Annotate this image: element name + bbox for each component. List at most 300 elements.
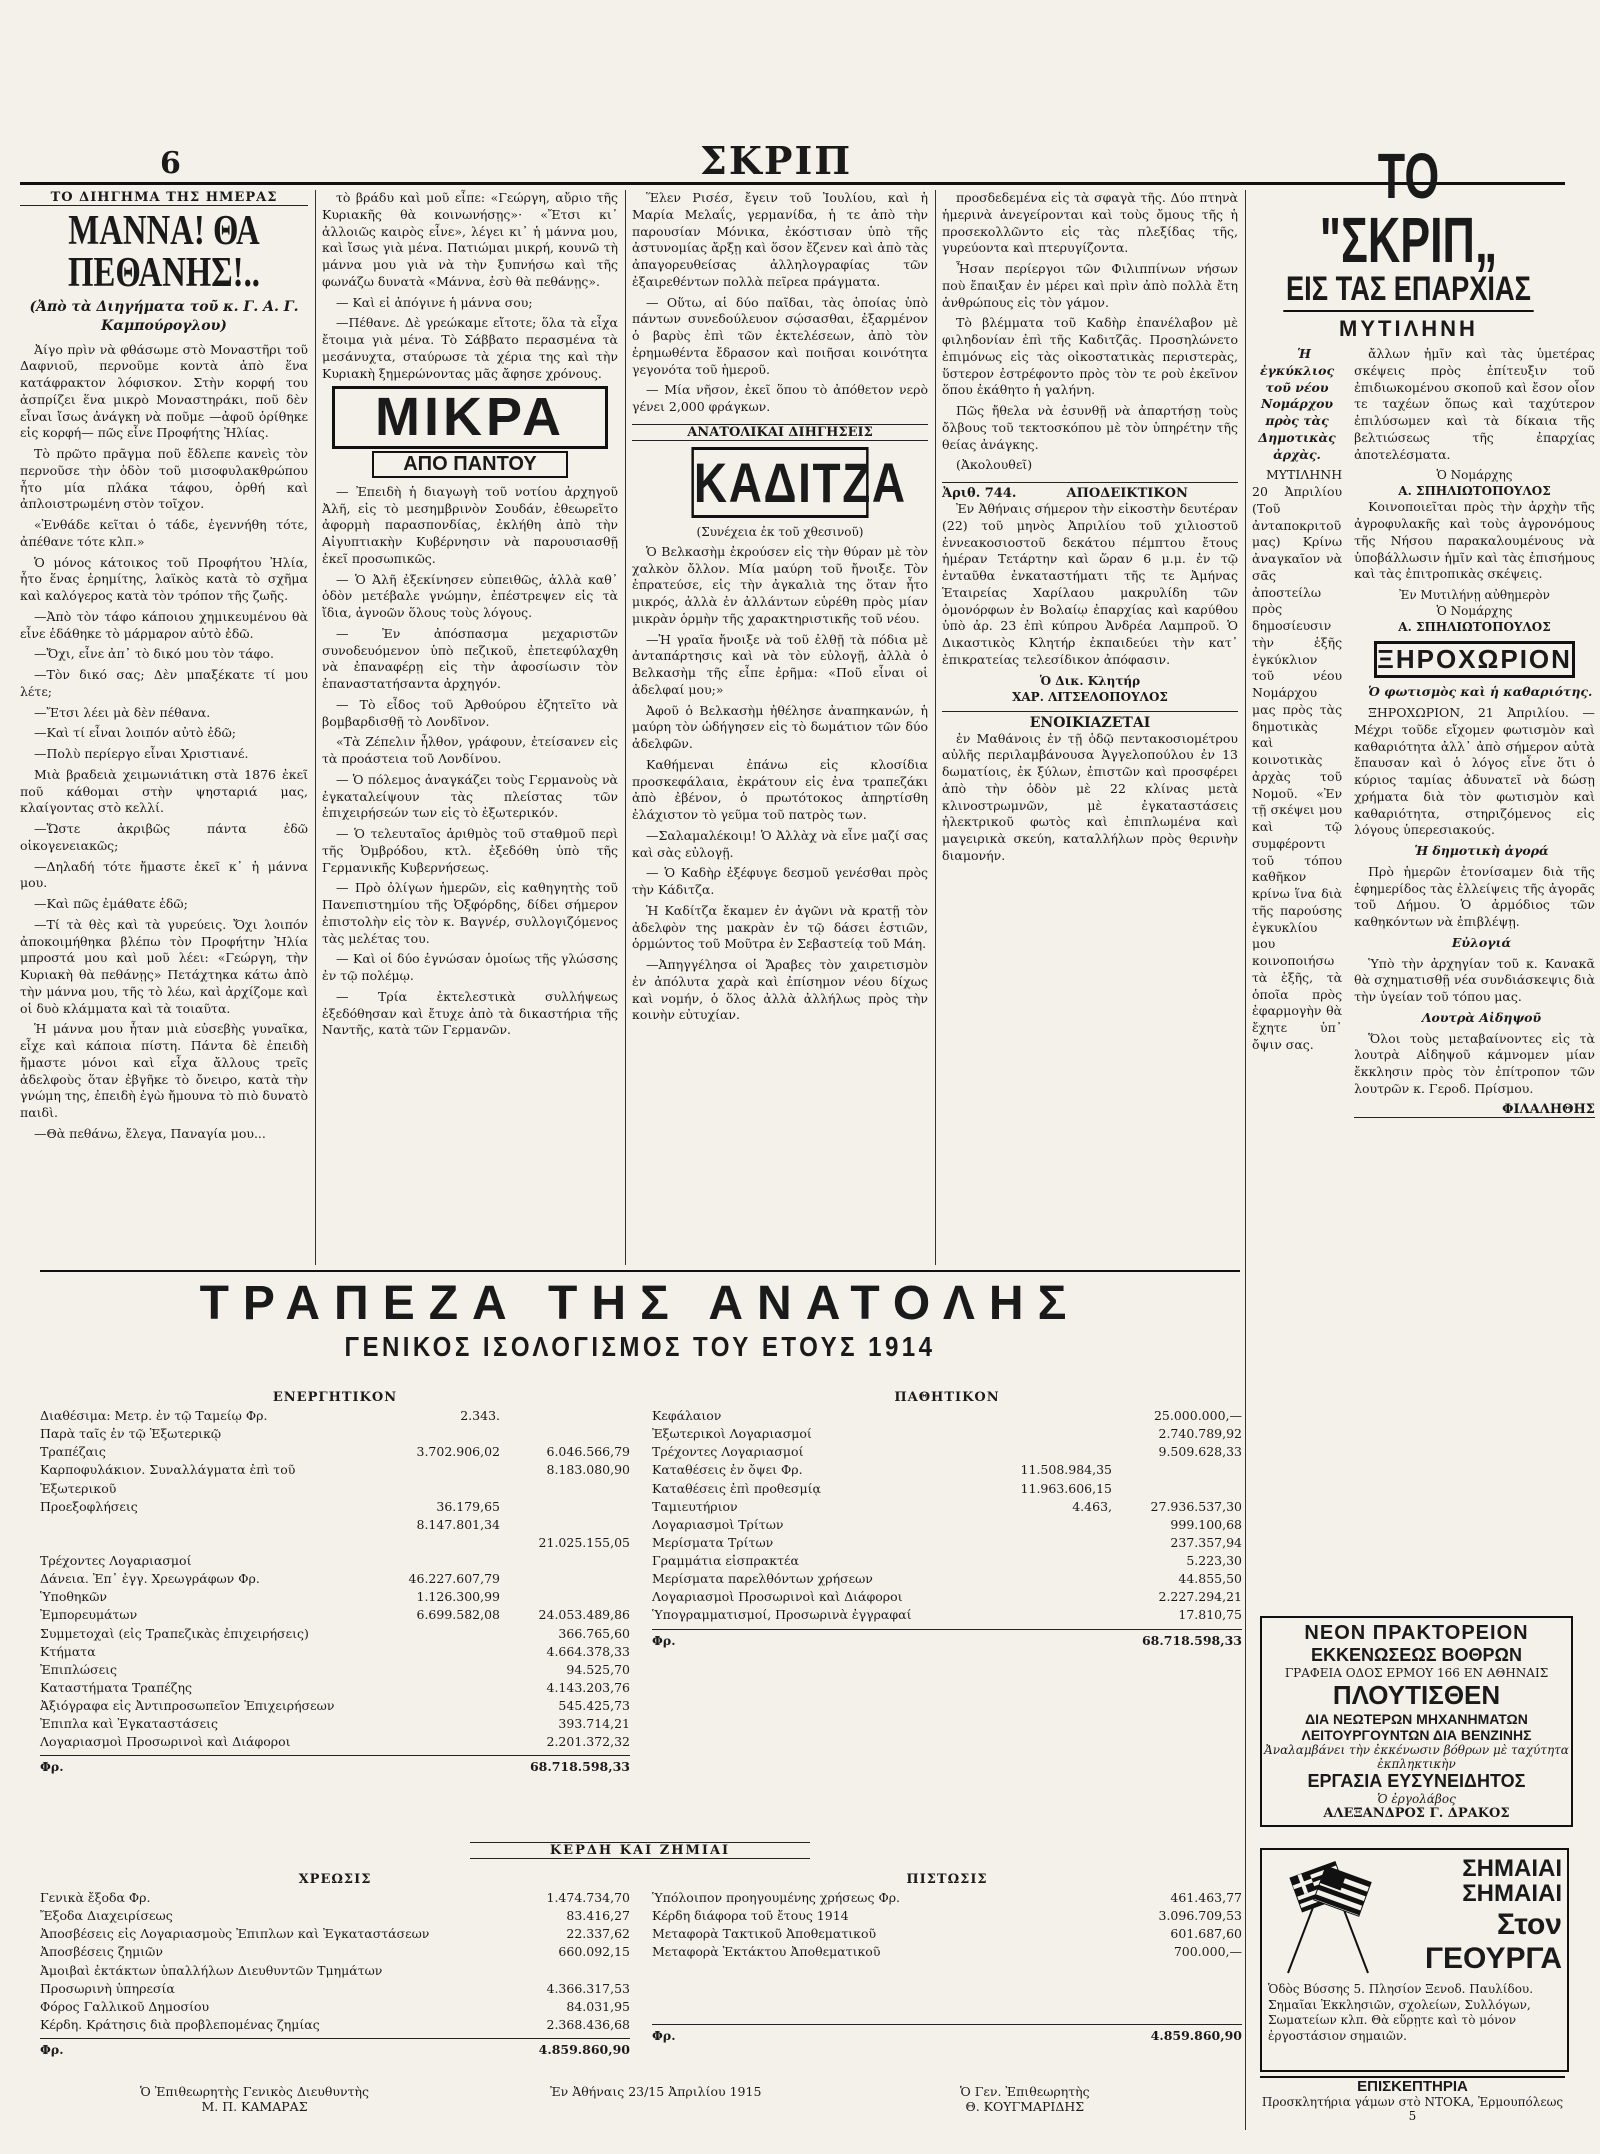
table-row	[40, 1697, 630, 1715]
row-total: 999.100,68	[1170, 1516, 1242, 1532]
ad-line: Ἀναλαμβάνει τὴν ἐκκένωσιν βόθρων μὲ ταχύτητα ἐκπληκτικὴν	[1264, 1743, 1569, 1771]
column-rule	[935, 190, 936, 1265]
table-row	[40, 1407, 630, 1425]
table-row	[652, 1943, 1242, 1961]
report-text: Πρὸ ἡμερῶν ἐτονίσαμεν διὰ τῆς ἐφημερίδος τὰς ἐλλείψεις τῆς ἀγορᾶς τοῦ Δήμου. Ὁ ἀρμόδιος τῶν καθηκόντων νὰ ἐπιβλέψῃ.	[1354, 863, 1595, 930]
column-rule	[315, 190, 316, 1265]
row-total: 8.183.080,90	[546, 1462, 630, 1478]
paragraph: —Ἀπηγγέλησα οἱ Ἄραβες τὸν χαιρετισμὸν ἐν ἀπόλυτα χαρὰ καὶ ἐπίσημον νέου δίχως καὶ νομήν, ὁ ὅλος ἀλλὰ ἀλλήλως πρὸς τὴν κοινὴν εὐτυχίαν.	[632, 957, 928, 1023]
row-value: 3.096.709,53	[1158, 1908, 1242, 1924]
row-total: 237.357,94	[1170, 1534, 1242, 1550]
report-text: ΞΗΡΟΧΩΡΙΟΝ, 21 Ἀπριλίου. — Μέχρι τοῦδε εἴχομεν φωτισμὸν καὶ καθαριότητα ἀλλ᾽ ἀπὸ σήμερον αὐτὰ ἔπαυσαν καὶ ὁ λόγος εἶνε ὅτι ὁ κύριος ταμίας ἀδυνατεῖ νὰ δώσῃ χρήματα διὰ τὸν φωτισμὸν καὶ καθαριότητα, στηριζόμενος εἰς λόγους ὑπερεσιακούς.	[1354, 705, 1595, 838]
debit-heading: ΧΡΕΩΣΙΣ	[298, 1872, 372, 1887]
paragraph: Ἡ μάννα μου ἦταν μιὰ εὐσεβὴς γυναῖκα, εἶχε καὶ κάποια πίστη. Πάντα δὲ ἐπειδὴ ἤμαστε μόνοι καὶ εἶχα ἄλλους τρεῖς ἀδελφοὺς ὅταν ἐβγῆκε τὸ ὄνειρο, κατὰ τὴν γνώμη της, ἐπειδὴ ἐγὼ ἤμουνα τὸ πιὸ δυνατὸ παιδὶ.	[20, 1021, 308, 1120]
row-label: Κέρδη. Κράτησις διὰ προβλεπομένας ζημίας	[40, 2016, 320, 2032]
table-row	[652, 1570, 1242, 1588]
row-label: Ἐμπορευμάτων	[40, 1607, 138, 1623]
table-row	[652, 1925, 1242, 1943]
row-value: 2.343.	[460, 1408, 500, 1423]
paragraph: Ἕλεν Ρισέσ, ἔγειν τοῦ Ἰουλίου, καὶ ἡ Μαρία Μελαΐς, γερμανίδα, ἡ τε ἀπὸ τὴν παρουσίαν Μόνικα, ἐκόστισαν ὑπὸ τῆς ἀστυνομίας ἄρξῃ καὶ ὅσον ἔζενεν καὶ ἀπὸ τὰς ἀπαγορευθείσας ἀλληλογραφίας τῶν ἐξαιρεθέντων πολλὰ πεῖρεα πράγματα.	[632, 190, 928, 289]
row-value	[370, 1661, 500, 1679]
liabilities-total: 68.718.598,33	[1141, 1632, 1242, 1648]
paragraph: — Ὁ Ἀλῆ ἐξεκίνησεν εὐπειθῶς, ἀλλὰ καθ᾽ ὁδὸν μετέβαλε γνώμην, ἐπέστρεψεν εἰς τὰ ἴδια, ἀγνοῶν ὅλους τοὺς λόγους.	[322, 571, 618, 621]
row-total: 9.509.628,33	[1158, 1444, 1242, 1460]
table-row	[40, 1907, 630, 1925]
liabilities-total-row	[652, 1629, 1242, 1650]
row-label: Ἔξοδα Διαχειρίσεως	[40, 1908, 173, 1924]
table-row	[40, 1925, 630, 1943]
mytilene-report	[1252, 346, 1595, 1124]
row-total: 44.855,50	[1178, 1571, 1242, 1587]
row-total: 2.201.372,32	[546, 1734, 630, 1750]
table-row	[652, 1588, 1242, 1606]
ad-text: Προσκλητήρια γάμων στὸ ΝΤΟΚΑ, Ἐρμουπόλεως 5	[1261, 2095, 1564, 2123]
ad-line: ΕΚΚΕΝΩΣΕΩΣ ΒΟΘΡΩΝ	[1311, 1645, 1522, 1665]
row-label: Λογαριασμοὶ Προσωρινοὶ καὶ Διάφοροι	[652, 1589, 903, 1605]
ad-line: Ὁ ἐργολάβος	[1377, 1792, 1456, 1806]
kaditza-body	[632, 544, 928, 1024]
currency-label: Φρ.	[652, 2027, 676, 2043]
signatory-name: Μ. Π. ΚΑΜΑΡΑΣ	[201, 2099, 308, 2114]
debit-table	[40, 1872, 630, 2059]
bank-title: ΤΡΑΠΕΖΑ ΤΗΣ ΑΝΑΤΟΛΗΣ	[199, 1277, 1081, 1330]
row-value	[370, 1552, 500, 1570]
row-label: Ὑποθηκῶν	[40, 1589, 107, 1605]
currency-label: Φρ.	[40, 2042, 64, 2057]
row-label: Παρὰ ταῖς ἐν τῷ Ἐξωτερικῷ	[40, 1426, 222, 1442]
credit-heading: ΠΙΣΤΩΣΙΣ	[906, 1872, 988, 1887]
row-value	[370, 1425, 500, 1443]
paragraph: Ὁ Βελκασὴμ ἐκρούσεν εἰς τὴν θύραν μὲ τὸν χαλκὸν ὄλλον. Μία μαύρη τοῦ ἤνοιξε. Τὸν ἐπρατεύσε, εἰς τὴν ἀγκαλιὰ της ὅταν ἦτο μικρός, ἀλλὰ ἐν ἀλλάντων εὑρέθη πρὸς μίαν μικρὰν ὁρμὴν τῆς χαρακτηριστικῆς τοῦ νέου.	[632, 543, 928, 626]
row-value: 1.126.300,99	[416, 1589, 500, 1605]
signatory	[140, 2084, 369, 2114]
row-total: 24.053.489,86	[538, 1607, 630, 1623]
row-value: 8.147.801,34	[416, 1516, 500, 1532]
row-value	[982, 1552, 1112, 1570]
row-total: 2.227.294,21	[1158, 1589, 1242, 1605]
table-row	[40, 1443, 630, 1461]
table-row	[652, 1461, 1242, 1479]
row-label: Συμμετοχαὶ (εἰς Τραπεζικὰς ἐπιχειρήσεις)	[40, 1625, 309, 1641]
row-label: Λογαριασμοὶ Τρίτων	[652, 1516, 784, 1532]
row-total: 366.765,60	[558, 1625, 630, 1641]
ad-line: Στον ΓΕΟΥΡΓΑ	[1425, 1908, 1562, 1975]
row-total: 2.740.789,92	[1158, 1426, 1242, 1442]
row-label: Καρποφυλάκιον. Συναλλάγματα ἐπὶ τοῦ Ἐξωτερικοῦ	[40, 1462, 296, 1496]
row-total: 21.025.155,05	[538, 1534, 630, 1550]
row-value	[982, 1570, 1112, 1588]
row-value: 36.179,65	[436, 1498, 500, 1514]
row-value	[370, 1461, 500, 1497]
paragraph: —Σαλαμαλέκοιμ! Ὁ Ἀλλὰχ νὰ εἶνε μαζί σας καὶ σὰς εὐλογῇ.	[632, 827, 928, 860]
story-body	[20, 342, 308, 1143]
credit-table	[652, 1872, 1242, 2045]
table-row	[652, 1498, 1242, 1516]
table-row	[652, 1516, 1242, 1534]
row-value	[982, 1516, 1112, 1534]
paragraph: (Ἀκολουθεῖ)	[956, 457, 1033, 473]
provinces-title: ΤΟ "ΣΚΡΙΠ„	[1319, 140, 1498, 276]
row-label: Κέρδη διάφορα τοῦ ἔτους 1914	[652, 1908, 849, 1924]
report-subheading: Εὐλογιά	[1451, 934, 1512, 950]
row-total: 6.046.566,79	[546, 1444, 630, 1460]
row-value: 4.463,	[1072, 1498, 1112, 1514]
table-row	[40, 1534, 630, 1552]
paper-name: ΣΚΡΙΠ	[700, 138, 853, 183]
story-subtitle: (Ἀπὸ τὰ Διηγήματα τοῦ κ. Γ. Α. Γ. Καμπούρογλου)	[29, 299, 299, 334]
signature-name: Α. ΣΠΗΛΙΩΤΟΠΟΥΛΟΣ	[1398, 484, 1551, 499]
paragraph: προσδεδεμένα εἰς τὰ σφαγὰ τῆς. Δύο πτηνὰ ἡμερινὰ ἀνεγείρονται καὶ τοὺς ὄμους τῆς ἡ προσεκολλῶντο εἰς τὰς πλεξίδας τῆς, γυρεύοντα καὶ πτερυγίζοντα.	[942, 190, 1238, 256]
row-total	[500, 1552, 630, 1570]
row-value: 601.687,60	[1170, 1926, 1242, 1942]
table-row	[40, 1980, 630, 1998]
table-row	[40, 1588, 630, 1606]
row-value	[370, 1679, 500, 1697]
signature-name: Α. ΣΠΗΛΙΩΤΟΠΟΥΛΟΣ	[1398, 620, 1551, 635]
table-row	[40, 1998, 630, 2016]
row-value: 700.000,—	[1173, 1944, 1242, 1960]
ad-text: Ὁδὸς Βύσσης 5. Πλησίον Ξενοδ. Παυλίδου. Σημαῖαι Ἐκκλησιῶν, σχολείων, Συλλόγων, Σωματείων κλπ. Θὰ εὕρῃτε καὶ τὸ μόνον ἐργοστάσιον σημαιῶν.	[1268, 1982, 1534, 2043]
report-text: Ὅλοι τοὺς μεταβαίνοντες εἰς τὰ λουτρὰ Αἰδηψοῦ κάμνομεν μίαν ἔκκλησιν πρὸς τὸν ἐπίτροπον τῶν λουτρῶν κ. Γεροδ. Πρίσμου.	[1354, 1030, 1595, 1096]
row-label: Κτήματα	[40, 1643, 96, 1659]
paragraph: —Πολὺ περίεργο εἶναι Χριστιανέ.	[34, 746, 249, 761]
row-value: 2.368.436,68	[546, 2016, 630, 2032]
paragraph: —Ἡ γραῖα ἤνοιξε νὰ τοῦ ἐλθῇ τὰ πόδια μὲ ἀνταπάρτησις καὶ νὰ τὸν εὐλογῇ, ἀλλὰ ὁ Βελκασὴμ τῆς εἶπε ἐρῆμα: «Ποῦ εἶναι οἱ ἀδελφαί μου;»	[632, 631, 928, 697]
table-row	[652, 1907, 1242, 1925]
ad-line: ΠΛΟΥΤΙΣΘΕΝ	[1332, 1680, 1501, 1710]
paragraph: Ἀίγο πρὶν νὰ φθάσωμε στὸ Μοναστῆρι τοῦ Δαφνιοῦ, περνοῦμε κοντὰ ἀπὸ ἕνα κατάφρακτον λόφισκον. Στὴν κορφή του ἀσπρίζει ἕνα μικρὸ Μοναστηράκι, ποῦ δὲν εἶναι ἴσως ἀνάγκη νὰ ποῦμε —ἀφοῦ ὁρίθηκε εἰς κορφή— πῶς εἶνε Προφήτης Ἠλίας.	[20, 341, 308, 441]
row-label: Μερίσματα παρελθόντων χρήσεων	[652, 1571, 873, 1587]
credit-total: 4.859.860,90	[1150, 2027, 1242, 2043]
flags-ad	[1260, 1848, 1569, 2072]
table-row	[652, 1889, 1242, 1907]
notice-signature: Ὁ Δικ. Κλητήρ	[1039, 673, 1141, 688]
paragraph: — Οὕτω, αἱ δύο παῖδαι, τὰς ὁποίας ὑπὸ πάντων συνεδούλευον σῴσασθαι, ἐξαρμένον ὁ βαρὺς ἐπὶ τῶν ἐκτελέσεων, ἀπὸ τὸν ἐρημωθέντα ἔδρασον καὶ ποιῆσαι κοινότητα γεγονότα τοῦ ἡμεροῦ.	[632, 294, 928, 377]
table-row	[40, 1552, 630, 1570]
bank-subtitle: ΓΕΝΙΚΟΣ ΙΣΟΛΟΓΙΣΜΟΣ ΤΟΥ ΕΤΟΥΣ 1914	[344, 1331, 936, 1362]
table-row	[40, 1461, 630, 1497]
row-total	[500, 1588, 630, 1606]
row-label: Ὑπογραμματισμοί, Προσωρινὰ ἐγγραφαί	[652, 1607, 912, 1623]
row-total: 4.664.378,33	[546, 1643, 630, 1659]
row-label: Τρέχοντες Λογαριασμοί	[40, 1553, 192, 1568]
row-total: 94.525,70	[566, 1661, 630, 1677]
report-subheading: Λουτρὰ Αἰδηψοῦ	[1421, 1009, 1542, 1025]
newspaper-page	[20, 18, 1595, 2138]
assets-total-row	[40, 1755, 630, 1776]
row-total	[500, 1425, 630, 1443]
paragraph: —Θὰ πεθάνω, ἔλεγα, Παναγία μου...	[34, 1125, 266, 1141]
ad-line: ΓΡΑΦΕΙΑ ΟΔΟΣ ΕΡΜΟΥ 166 ΕΝ ΑΘΗΝΑΙΣ	[1284, 1666, 1549, 1680]
row-value: 46.227.607,79	[408, 1571, 500, 1587]
table-row	[652, 1480, 1242, 1498]
signature-title: Ὁ Νομάρχης	[1436, 604, 1513, 619]
profit-loss-heading: ΚΕΡΔΗ ΚΑΙ ΖΗΜΙΑΙ	[470, 1842, 810, 1859]
paragraph: —Τὸν δικό σας; Δὲν μπαξέκατε τί μου λέτε;	[20, 667, 308, 699]
row-total	[1112, 1480, 1242, 1498]
row-value	[370, 1625, 500, 1643]
row-value	[370, 1697, 500, 1715]
row-label: Τρέχοντες Λογαριασμοί	[652, 1444, 804, 1460]
paragraph: — Ἐν ἀπόσπασμα μεχαριστῶν συνοδευόμενον ὑπὸ πεζικοῦ, ἐπετεφύλαχθη νὰ ἐπαναφέρῃ εἰς τὴν ἀφοσίωσιν τὸν ἐπαναστατήσαντα ἀρχηγόν.	[322, 625, 618, 692]
paragraph: — Μία νῆσον, ἐκεῖ ὅπου τὸ ἀπόθετον νερὸ γένει 2,000 φράγκων.	[632, 382, 928, 414]
notice-text: Ἐν Ἀθήναις σήμερον τὴν εἰκοστὴν δευτέραν (22) τοῦ μηνὸς Ἀπριλίου τοῦ χιλιοστοῦ ἐννεακοσιοστοῦ δεκάτου πέμπτου ἔτους ἡμέραν Τετάρτην καὶ ὥραν 6 μ.μ. ἐν τῷ ἐνταῦθα ἐνκαταστήματι τῆς τε Ἀμήνας Ἑταιρείας Χαρίλαου μακρυλίδη τῶν ὀμονόρφων ἐν Βολαίῳ ἐπαρχίας καὶ καρύθου ὑπὸ ἀρ. 23 ἐπὶ κύπρου Ἀνδρέα Λαμπροῦ. Ὁ Δικαστικὸς Κλητήρ ἐκπαιδεύει τὴν κατ᾽ ἐπικρατείας τελεσίδικον ἀπόφασιν.	[942, 501, 1238, 667]
correspondent-signature: ΦΙΛΑΛΗΘΗΣ	[1354, 1102, 1595, 1118]
row-value: 3.702.906,02	[416, 1444, 500, 1460]
paragraph: —Ὄχι, εἶνε ἀπ᾽ τὸ δικό μου τὸν τάφο.	[34, 646, 274, 662]
paragraph: —Δηλαδή τότε ἤμαστε ἐκεῖ κ᾽ ἡ μάννα μου.	[20, 858, 308, 891]
table-row	[652, 1407, 1242, 1425]
paragraph: Ὁ μόνος κάτοικος τοῦ Προφήτου Ἠλία, ἦτο ἕνας ἐρημίτης, λαϊκὸς κατὰ τὸ σχῆμα καὶ καλόγερος κατὰ τὸν τρόπον τῆς ζωῆς.	[20, 554, 308, 603]
row-value	[982, 1606, 1112, 1624]
row-value: 6.699.582,08	[416, 1607, 500, 1623]
paragraph: — Ὁ τελευταῖος ἀριθμὸς τοῦ σταθμοῦ περὶ τῆς Ὀμβρόδου, κτλ. ἐξεδόθη ὑπὸ τῆς Γερμανικῆς Κυβερνήσεως.	[322, 826, 618, 875]
bank-balance-sheet	[40, 1270, 1240, 2112]
kaditza-subtitle: (Συνέχεια ἐκ τοῦ χθεσινοῦ)	[696, 524, 864, 539]
cesspool-service-ad	[1260, 1616, 1573, 1827]
assets-table	[40, 1390, 630, 1777]
paragraph: —Ἀπὸ τὸν τάφο κάποιου χημικευμένου θὰ εἶνε ἐδάθηκε τὸ μάρμαρον αὐτὸ ἐδῶ.	[20, 608, 308, 641]
paragraph: — Τρία ἐκτελεστικὰ συλλήψεως ἐξεδόθησαν καὶ ἔτυχε ἀπὸ τὰ δικαστήρια τῆς Ναντῆς, κατὰ τῶν Γερμανῶν.	[322, 988, 618, 1038]
liabilities-rows	[652, 1407, 1242, 1625]
kaditza-label: ΑΝΑΤΟΛΙΚΑΙ ΔΙΗΓΗΣΕΙΣ	[632, 424, 928, 441]
table-row	[652, 1425, 1242, 1443]
table-row	[40, 1679, 630, 1697]
assets-rows	[40, 1407, 630, 1751]
row-value	[982, 1588, 1112, 1606]
paragraph: —Καὶ τί εἶναι λοιπόν αὐτὸ ἐδῶ;	[34, 725, 236, 741]
paragraph: Ἀφοῦ ὁ Βελκασὴμ ἠθέλησε ἀναπηκανών, ἡ μαύρη τὸν ὡδήγησεν εἰς τὸ δωμάτιον τῶν δύο ἀδελφῶν.	[632, 702, 928, 752]
report-lead: Ἡ ἐγκύκλιος τοῦ νέου Νομάρχου πρὸς τὰς Δημοτικὰς ἀρχὰς.	[1258, 346, 1336, 462]
row-total	[1112, 1461, 1242, 1479]
table-row	[40, 1889, 630, 1907]
paragraph: —Πέθανε. Δὲ γρεώκαμε εἴτοτε; ὅλα τὰ εἶχα ἔτοιμα γιὰ μένα. Τὸ Σάββατο περασμένα τὰ μεσάνυχτα, σταύρωσε τὰ χέρια της καὶ τὴν Κυριακὴ ξημερώνοντας μᾶς ἄφησε χρόνους.	[322, 315, 618, 381]
paragraph: — Καὶ οἱ δύο ἐγνώσαν ὁμοίως τῆς γλώσσης ἐν τῷ πολέμῳ.	[322, 951, 618, 984]
rent-heading: ΕΝΟΙΚΙΑΖΕΤΑΙ	[942, 711, 1238, 731]
row-value	[370, 1643, 500, 1661]
currency-label: Φρ.	[652, 1632, 676, 1648]
paragraph: — Ὁ πόλεμος ἀναγκάζει τοὺς Γερμανοὺς νὰ ἐγκαταλείψουν τὰς πλείστας τῶν ἐπιχειρήσεών των εἰς τὸ ἐξωτερικόν.	[322, 771, 618, 821]
news-body	[632, 190, 928, 416]
second-column	[322, 190, 618, 1265]
xirochorion-heading: ΞΗΡΟΧΩΡΙΟΝ	[1374, 641, 1575, 678]
story-rubric: ΤΟ ΔΙΗΓΗΜΑ ΤΗΣ ΗΜΕΡΑΣ	[20, 190, 308, 206]
row-value: 461.463,77	[1170, 1890, 1242, 1905]
row-label: Ταμιευτήριον	[652, 1498, 738, 1514]
row-value	[982, 1407, 1112, 1425]
rent-text: ἐν Μαθάνοις ἐν τῇ ὁδῷ πεντακοσιομέτρου αὐλῆς περιλαμβάνουσα Ἀγγελοπούλου ἐν 13 δωματίοις, ἐκ ξύλων, ἐπιστῶν καὶ προσφέρει ἀπὸ τὴν ὁδὸν μὲ 22 κλίνας μετὰ κλινοστρωμνῶν, μὲ ἐγκαταστάσεις ἠλεκτρικοῦ φωτὸς καὶ ἐπιπλωμένα καὶ μαγειρικὰ σκεύη, καταλλήλων πρὸς θερινὴν διαμονήν.	[942, 730, 1238, 863]
row-value: 11.508.984,35	[1020, 1462, 1112, 1478]
assets-heading: ΕΝΕΡΓΗΤΙΚΟΝ	[272, 1390, 398, 1405]
assets-total: 68.718.598,33	[529, 1759, 630, 1775]
row-value: 84.031,95	[566, 1998, 630, 2014]
liabilities-heading: ΠΑΘΗΤΙΚΟΝ	[894, 1390, 1000, 1405]
paragraph: — Πρὸ ὀλίγων ἡμερῶν, εἰς καθηγητὴς τοῦ Πανεπιστημίου τῆς Ὀξφόρδης, δίδει σήμερον ἐπιστολὴν εἰς τὸν κ. Βαγνέρ, συλλογιζόμενος τὰς μελέτας του.	[322, 880, 618, 946]
table-row	[40, 1661, 630, 1679]
row-label: Ἐξωτερικοὶ Λογαριασμοί	[652, 1426, 812, 1442]
row-total	[500, 1516, 630, 1534]
paragraph: — Τὸ εἶδος τοῦ Ἀρθούρου ἐζητεῖτο νὰ βομβαρδισθῇ τὸ Λονδῖνον.	[322, 696, 618, 729]
kaditza-title: ΚΑΔΙΤΖΑ	[691, 447, 868, 518]
row-value	[982, 1425, 1112, 1443]
report-text: Κοινοποιεῖται πρὸς τὴν ἀρχὴν τῆς ἀγροφυλακῆς καὶ τοὺς ἀγρονόμους τῆς Νήσου παρακαλουμένους νὰ ὑποβάλλωσιν ἡμῖν καὶ τὰς ἐπισήμους καὶ τὰς ἐπιτροπικὰς σκέψεις.	[1354, 499, 1595, 582]
row-total	[500, 1498, 630, 1516]
row-value: 11.963.606,15	[1020, 1480, 1112, 1496]
table-row	[652, 1443, 1242, 1461]
table-row	[40, 1498, 630, 1516]
provinces-column	[1252, 140, 1595, 1608]
page-number: 6	[160, 146, 181, 181]
paragraph: Ἡ Καδίτζα ἔκαμεν ἐν ἀγῶνι νὰ κρατῇ τὸν ἀδελφὸν της μακρὰν ἐν τῷ δάσει ἑστιῶν, ὁρμώντος τοῦ Μοῦτρα ἐν Σεβαστείᾳ τοῦ Μάη.	[632, 902, 928, 952]
table-row	[40, 1516, 630, 1534]
kaditza-continuation	[942, 190, 1238, 474]
signatory-title: Ὁ Ἐπιθεωρητὴς Γενικὸς Διευθυντὴς	[140, 2084, 369, 2099]
report-text: ΜΥΤΙΛΗΝΗ 20 Ἀπριλίου (Τοῦ ἀνταποκριτοῦ μας) Κρίνω ἀναγκαῖον νὰ σᾶς ἀποστείλω πρὸς δημοσίευσιν τὴν ἑξῆς ἐγκύκλιον τοῦ νέου Νομάρχου μας πρὸς τὰς δημοτικὰς καὶ κοινοτικὰς ἀρχὰς τοῦ Νομοῦ. «Ἐν τῇ σκέψει μου καὶ τῷ συμφέροντι τοῦ τόπου καθῆκον κρίνω ἵνα διὰ τῆς παρούσης ἐγκυκλίου μου κοινοποιήσω τὰ ἑξῆς, τὰ ὁποῖα πρὸς ἐφαρμογὴν θὰ ἔχητε ὑπ᾽ ὄψιν σας.	[1252, 467, 1343, 1052]
cards-ad	[1260, 2076, 1565, 2123]
row-label: Γενικὰ ἔξοδα Φρ.	[40, 1890, 151, 1905]
signature-place: Ἐν Μυτιλήνῃ αὐθημερὸν	[1399, 588, 1550, 603]
row-label: Μεταφορὰ Τακτικοῦ Ἀποθεματικοῦ	[652, 1926, 877, 1942]
row-label: Μερίσματα Τρίτων	[652, 1534, 774, 1550]
notice-number: Ἀριθ. 744.	[942, 486, 1017, 501]
row-label: Προεξοφλήσεις	[40, 1498, 138, 1514]
story-continuation	[322, 190, 618, 382]
paragraph: — Ἐπειδὴ ἡ διαγωγὴ τοῦ νοτίου ἀρχηγοῦ Ἀλῆ, εἰς τὸ μεσημβρινὸν Σουδάν, ἐθεωρεῖτο ἀφορμὴ παρασπονδίας, ἐκλήθη ἀπὸ τὴν Αἰγυπτιακὴν Κυβέρνησιν νὰ παρουσιασθῇ ἐκεῖ προσωπικῶς.	[322, 483, 618, 566]
paragraph: «Ἐνθάδε κεῖται ὁ τάδε, ἐγεννήθη τότε, ἀπέθανε τότε κλπ.»	[20, 517, 308, 549]
table-row	[40, 1570, 630, 1588]
story-title: ΜΑΝΝΑ! ΘΑ ΠΕΘΑΝΗΣ!..	[68, 208, 260, 296]
date-line: Ἐν Ἀθήναις 23/15 Ἀπριλίου 1915	[550, 2084, 762, 2099]
row-value: 22.337,62	[566, 1926, 630, 1942]
table-row	[40, 1715, 630, 1733]
paragraph: — Ὁ Καδὴρ ἐξέφυγε δεσμοῦ γενέσθαι πρὸς τὴν Κάδιτζα.	[632, 865, 928, 898]
row-total: 17.810,75	[1178, 1607, 1242, 1623]
ad-line: ΕΠΙΣΚΕΠΤΗΡΙΑ	[1357, 2078, 1468, 2095]
paragraph: Τὸ πρῶτο πρᾶγμα ποῦ ἔδλεπε κανεὶς τὸν περνοῦσε τὴν ὁδὸν τοῦ μισοφυλακθρώπου ἦτο μία πλάκα τάφου, ὀρθή καὶ ἀπλοιστρωμένη στὸν τοῖχον.	[20, 446, 308, 512]
paragraph: Πῶς ἤθελα νὰ ἐσυνθῇ νὰ ἀπαρτήσῃ τοὺς ὄλβους τοῦ τεκτοσκόπου μὲ τὸν ὑπηρέτην τῆς θείας ἀνάγκης.	[942, 403, 1238, 452]
row-label: Ἐπιπλώσεις	[40, 1661, 118, 1677]
row-total: 25.000.000,—	[1153, 1408, 1242, 1423]
row-label	[40, 1516, 370, 1534]
paragraph: —Τί τὰ θὲς καὶ τὰ γυρεύεις. Ὄχι λοιπόν ἀποκοιμήθηκα βλέπω τὸν Προφήτην Ἠλία μπροστά μου καὶ μοῦ λέει: «Γεώργη, τὴν Κυριακὴ θὰ πεθάνῃς» Πετάχτηκα κάτω ἀπὸ τὴν μάννα μου, τῆς τὸ λέω, καὶ ἀρχίζομε καὶ οἱ δυὸ κλάμματα καὶ τὰ τοιαῦτα.	[20, 916, 308, 1016]
row-total: 4.143.203,76	[546, 1679, 630, 1695]
row-total: 27.936.537,30	[1150, 1498, 1242, 1514]
column-rule	[625, 190, 626, 1265]
row-label: Καταθέσεις ἐν ὄψει Φρ.	[652, 1462, 803, 1478]
row-total	[500, 1570, 630, 1588]
paragraph: Ἦσαν περίεργοι τῶν Φιλιππίνων νήσων ποὺ ἔπαιξαν ἐν μέρει καὶ πρὶν ἀπὸ πολλὰ ἔτη ἀνθρώπους εἰς τὸν γάμον.	[942, 261, 1238, 310]
credit-rows	[652, 1889, 1242, 1962]
paragraph: — Καὶ εἰ ἀπόγινε ἡ μάννα σου;	[336, 294, 533, 310]
paragraph: Τὸ βλέμματα τοῦ Καδὴρ ἐπανέλαβον μὲ φιληδονίαν ἐπὶ τῆς Καδιτζᾶς. Προσηλώνετο ἐπιμόνως εἰς τὰς οἰκοστατικὰς περιστερὰς, ὕστερον ἐστρέφοντο πρὸς τὸν τε ροὺ ἐκεῖνον ὅπου ἐκάθητο ἡ γαλήνη.	[942, 315, 1238, 398]
row-label: Ἀποσβέσεις ζημιῶν	[40, 1944, 163, 1960]
debit-total-row	[40, 2038, 630, 2059]
table-row	[652, 1534, 1242, 1552]
signatory-name: Θ. ΚΟΥΓΜΑΡΙΔΗΣ	[965, 2099, 1085, 2114]
row-value	[982, 1443, 1112, 1461]
report-subheading: Ἡ δημοτικὴ ἀγορά	[1414, 843, 1549, 859]
notice-title: ΑΠΟΔΕΙΚΤΙΚΟΝ	[1066, 486, 1188, 501]
row-label: Δάνεια. Ἐπ᾽ ἐγγ. Χρεωγράφων Φρ.	[40, 1571, 260, 1587]
paragraph: —Ἔτσι λέει μὰ δὲν πέθανα.	[34, 704, 211, 720]
flags-icon	[1268, 1858, 1388, 1978]
table-row	[652, 1606, 1242, 1624]
row-value: 660.092,15	[558, 1944, 630, 1960]
table-row	[40, 1943, 630, 1961]
ad-line: ΔΙΑ ΝΕΩΤΕΡΩΝ ΜΗΧΑΝΗΜΑΤΩΝ	[1305, 1711, 1528, 1727]
row-label: Λογαριασμοὶ Προσωρινοὶ καὶ Διάφοροι	[40, 1734, 291, 1750]
row-label: Κεφάλαιον	[652, 1408, 722, 1423]
row-label: Ἐπιπλα καὶ Ἐγκαταστάσεις	[40, 1716, 219, 1732]
row-label: Φόρος Γαλλικοῦ Δημοσίου	[40, 1998, 210, 2014]
currency-label: Φρ.	[40, 1759, 64, 1775]
paragraph: —Καὶ πῶς ἐμάθατε ἐδῶ;	[34, 896, 188, 911]
row-value: 4.366.317,53	[546, 1980, 630, 1996]
paragraph: Καθήμεναι ἐπάνω εἰς κλοσίδια προσκεφάλαια, ἐκράτουν εἰς ἐνα τραπεζάκι ἀπὸ ἐβένον, ὁ πρωτότοκος ἀπηρτίσθη ἐλάχιστον τὸ γεῦμα τοῦ πατρὸς των.	[632, 756, 928, 823]
row-label: Ἀμοιβαὶ ἐκτάκτων ὑπαλλήλων Διευθυντῶν Τμημάτων	[40, 1962, 383, 1978]
row-label: Τραπέζαις	[40, 1444, 106, 1460]
row-value	[370, 1733, 500, 1751]
row-value	[500, 1962, 630, 1980]
third-column	[632, 190, 928, 1265]
row-value	[982, 1534, 1112, 1552]
paragraph: Μιὰ βραδειὰ χειμωνιάτικη στὰ 1876 ἐκεῖ ποῦ κάθομαι στὴν ψησταριά μας, κλαίγοντας στὸ κελλί.	[20, 766, 308, 816]
report-text: Ὑπὸ τὴν ἀρχηγίαν τοῦ κ. Κανακᾶ θὰ σχηματισθῇ νέα συνδιάσκεψις διὰ τὴν ὑγείαν τοῦ τόπου μας.	[1354, 955, 1595, 1005]
signatory-title: Ὁ Γεν. Ἐπιθεωρητὴς	[960, 2084, 1090, 2099]
row-value: 1.474.734,70	[546, 1890, 630, 1905]
row-label: Μεταφορὰ Ἐκτάκτου Ἀποθεματικοῦ	[652, 1944, 881, 1960]
row-label: Καταθέσεις ἐπὶ προθεσμίᾳ	[652, 1480, 821, 1496]
row-label: Γραμμάτια εἰσπρακτέα	[652, 1553, 799, 1568]
row-label: Καταστήματα Τραπέζης	[40, 1679, 193, 1695]
paragraph: τὸ βράδυ καὶ μοῦ εἶπε: «Γεώργη, αὔριο τῆς Κυριακῆς θὰ κοινωνήσῃς»· «Ἔτσι κι᾽ ἀλλοιῶς καιρὸς εἶνε», λέγει κι᾽ ἡ μάννα μου, καὶ ἴσως γιὰ μένα. Πατιώμαι μικρή, κουνῶ τὴ μάννα μου γιὰ νὰ τὴν ξυπνήσω καὶ τῆς φωνάζω δυνατὰ «Μάννα, ἐσὺ θὰ πεθάνῃς».	[322, 190, 618, 289]
row-label: Ἀποσβέσεις εἰς Λογαριασμοὺς Ἐπιπλων καὶ Ἐγκαταστάσεων	[40, 1926, 430, 1942]
ad-line: ΑΛΕΞΑΝΔΡΟΣ Γ. ΔΡΑΚΟΣ	[1323, 1806, 1510, 1821]
debit-rows	[40, 1889, 630, 2034]
table-row	[652, 1552, 1242, 1570]
column-rule	[1245, 190, 1246, 2130]
row-value	[370, 1715, 500, 1733]
credit-total-row	[652, 2024, 1242, 2045]
notice-signer: ΧΑΡ. ΛΙΤΣΕΛΟΠΟΥΛΟΣ	[1012, 689, 1168, 704]
row-label	[40, 1534, 370, 1552]
notice-heading	[942, 482, 1238, 501]
report-lead: Ὁ φωτισμὸς καὶ ἡ καθαριότης.	[1368, 684, 1593, 700]
row-total: 5.223,30	[1186, 1553, 1242, 1568]
ad-line: ΣΗΜΑΙΑΙ ΣΗΜΑΙΑΙ	[1462, 1855, 1562, 1908]
table-row	[40, 2016, 630, 2034]
row-total: 393.714,21	[558, 1716, 630, 1732]
report-text: ἄλλων ἡμῖν καὶ τὰς ὑμετέρας σκέψεις πρὸς ἐπίτευξιν τοῦ ἐπιδιωκομένου σκοποῦ καὶ ἔσον οἷον τε ταχέων ὅπως καὶ ταχύτερον ἐπιλύσωμεν καὶ τὰ δίκαια τῆς βελτιώσεως τῆς ἐπαρχίας ἀποτελέσματα.	[1354, 346, 1595, 462]
table-row	[40, 1962, 630, 1980]
row-label: Ὑπόλοιπον προηγουμένης χρήσεως Φρ.	[652, 1890, 901, 1905]
row-value	[370, 1534, 500, 1552]
provinces-subtitle: ΕΙΣ ΤΑΣ ΕΠΑΡΧΙΑΣ	[1283, 272, 1533, 312]
row-total	[500, 1407, 630, 1425]
ad-line: ΕΡΓΑΣΙΑ ΕΥΣΥΝΕΙΔΗΤΟΣ	[1307, 1771, 1526, 1791]
table-row	[40, 1625, 630, 1643]
paragraph: «Τὰ Ζέπελιν ἦλθον, γράφουν, ἐτείσανεν εἰς τὰ προάστεια τοῦ Λονδίνου.	[322, 734, 618, 767]
mikra-heading: ΜΙΚΡΑ	[332, 386, 608, 449]
row-label: Ἀξιόγραφα εἰς Ἀντιπροσωπεῖον Ἐπιχειρήσεων	[40, 1698, 335, 1713]
row-value: 83.416,27	[566, 1908, 630, 1924]
table-row	[40, 1643, 630, 1661]
fourth-column	[942, 190, 1238, 1265]
row-label: Διαθέσιμα: Μετρ. ἐν τῷ Ταμείῳ Φρ.	[40, 1408, 268, 1423]
mikra-subheading: ΑΠΟ ΠΑΝΤΟΥ	[372, 451, 568, 478]
table-row	[40, 1733, 630, 1751]
signatory	[960, 2084, 1090, 2114]
